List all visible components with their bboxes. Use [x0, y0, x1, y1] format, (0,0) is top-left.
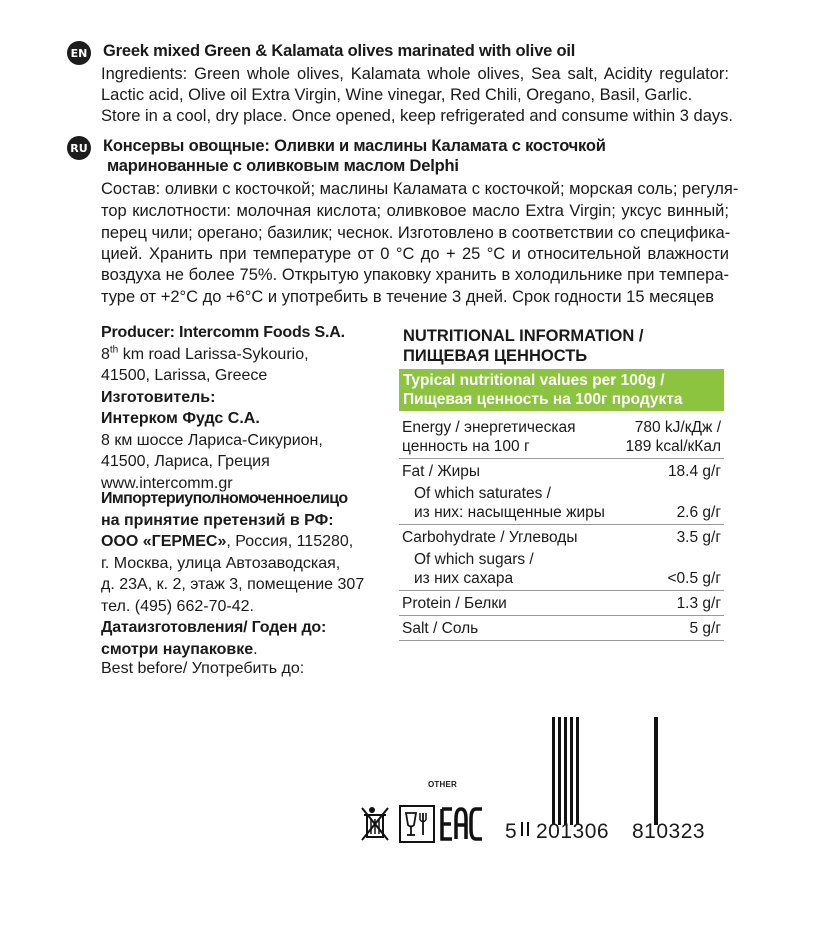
salt-value: 5 g/г [618, 616, 724, 641]
date-note: смотри наупаковке. [101, 640, 258, 658]
ru-title-2: маринованные с оливковым маслом Delphi [107, 157, 459, 175]
producer-block [101, 322, 391, 494]
eac-mark [440, 805, 486, 848]
fat-value: 18.4 g/г [667, 463, 721, 480]
bin-icon [358, 806, 392, 847]
barcode-group-1: 201306 [536, 820, 610, 843]
nutrition-heading-1: NUTRITIONAL INFORMATION / [403, 327, 644, 345]
producer-ru-address-2: 41500, Лариса, Греция [101, 453, 270, 470]
nutrition-band [399, 369, 724, 411]
ru-text-3: перец чили; орегано; базилик; чеснок. Изготовлено в соответствии со специфика- [101, 224, 731, 242]
importer-heading-2: на принятие претензий в РФ: [101, 511, 334, 529]
table-row [399, 459, 724, 482]
carbohydrate-label: Carbohydrate / Углеводы [402, 529, 578, 546]
barcode-guard [521, 822, 529, 836]
band-line-2: Пищевая ценность на 100г продукта [403, 391, 683, 408]
nutrition-table-wrap [399, 415, 724, 641]
sugars-label: Of which sugars / из них сахара [399, 547, 618, 591]
table-row [399, 525, 724, 548]
protein-value: 1.3 g/г [618, 591, 724, 616]
producer-address-2: 41500, Larissa, Greece [101, 367, 268, 384]
ru-text-2: тор кислотности: молочная кислота; оливковое масло Extra Virgin; уксус винный; [101, 202, 729, 220]
importer-name-line: ООО «ГЕРМЕС», Россия, 115280, [101, 533, 354, 550]
band-line-1: Typical nutritional values per 100g / [403, 372, 665, 389]
glass-fork-icon [399, 805, 435, 848]
ru-badge: RU [67, 136, 91, 160]
barcode [545, 717, 675, 832]
barcode-digit-first: 5 [505, 820, 518, 843]
producer-ru-heading-2: Интерком Фудс С.А. [101, 410, 260, 427]
table-row [399, 591, 724, 616]
table-row [399, 616, 724, 641]
importer-phone: тел. (495) 662-70-42. [101, 597, 254, 615]
en-ingredients-2: Lactic acid, Olive oil Extra Virgin, Wine vinegar, Red Chili, Oregano, Basil, Garlic. [101, 86, 693, 104]
ru-text-1: Состав: оливки с косточкой; маслины Каламата с косточкой; морская соль; регуля- [101, 180, 739, 198]
producer-ru-address-1: 8 км шоссе Лариса-Сикурион, [101, 431, 323, 449]
table-row [399, 415, 724, 459]
carbohydrate-value: 3.5 g/г [676, 529, 721, 546]
producer-website: www.intercomm.gr [101, 474, 233, 492]
best-before-label: Best before/ Употребить до: [101, 660, 305, 677]
energy-value: 780 kJ/кДж / 189 kcal/кКал [618, 415, 724, 459]
en-storage: Store in a cool, dry place. Once opened, keep refrigerated and consume within 3 days. [101, 107, 733, 125]
sugars-value: <0.5 g/г [618, 547, 724, 591]
saturates-value: 2.6 g/г [618, 481, 724, 525]
table-row [399, 481, 724, 525]
protein-label: Protein / Белки [399, 591, 618, 616]
en-title: Greek mixed Green & Kalamata olives marinated with olive oil [103, 42, 576, 60]
producer-heading: Producer: Intercomm Foods S.A. [101, 324, 345, 341]
fat-label: Fat / Жиры [402, 463, 481, 480]
nutrition-table [399, 415, 724, 641]
table-row [399, 547, 724, 591]
energy-label: Energy / энергетическая ценность на 100 г [399, 415, 618, 459]
producer-address-1: 8th km road Larissa-Sykourio, [101, 344, 309, 363]
nutrition-heading-2: ПИЩЕВАЯ ЦЕННОСТЬ [403, 347, 588, 365]
en-badge: EN [67, 41, 91, 65]
ru-text-5: воздуха не более 75%. Открытую упаковку хранить в холодильнике при темпера- [101, 266, 729, 284]
saturates-label: Of which saturates / из них: насыщенные жиры [399, 481, 618, 525]
producer-ru-heading-1: Изготовитель: [101, 388, 216, 406]
ru-title-1: Консервы овощные: Оливки и маслины Каламата с косточкой [103, 137, 606, 155]
importer-address-2: д. 23А, к. 2, этаж 3, помещение 307 [101, 576, 365, 593]
barcode-group-2: 810323 [632, 820, 706, 843]
importer-address-1: г. Москва, улица Автозаводская, [101, 554, 341, 572]
salt-label: Salt / Соль [399, 616, 618, 641]
ru-text-6: туре от +2°С до +6°С и употребить в течение 3 дней. Срок годности 15 месяцев [101, 288, 715, 306]
recycle-caption: OTHER [428, 780, 457, 789]
importer-heading-1: Импортериуполномоченноелицо [101, 490, 348, 507]
en-ingredients-1: Ingredients: Green whole olives, Kalamata whole olives, Sea salt, Acidity regulator: [101, 65, 729, 83]
ru-text-4: цией. Хранить при температуре от 0 °С до + 25 °С и относительной влажности [101, 245, 729, 263]
importer-block [101, 488, 401, 660]
date-heading: Датаизготовления/ Годен до: [101, 619, 327, 636]
